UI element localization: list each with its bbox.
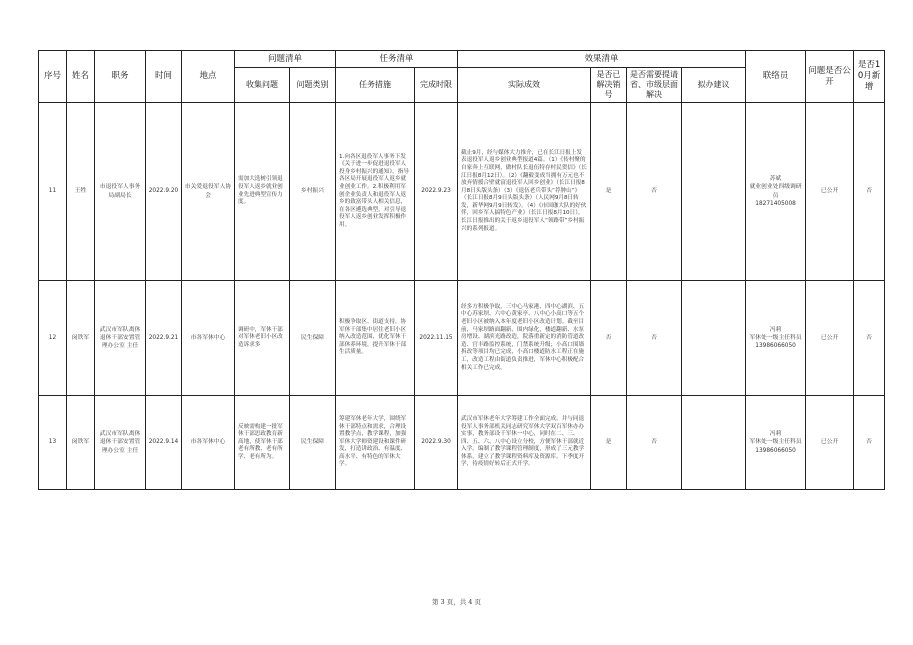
task-table xyxy=(38,50,885,490)
page-footer: 第 3 页，共 4 页 xyxy=(431,598,482,606)
cell-position: 市退役军人事务局副局长 xyxy=(95,103,146,281)
col-task-measure: 任务措施 xyxy=(336,68,415,103)
cell-result: 截止9月，经与媒体大力推介，已在长江日报上发表退役军人返乡创业典型报道4篇。（1）《传村聚的自家奔上互联网，做村队长退伍特存村民贺信》（长江日报8月12日）。（2）《翻毅变成当拥有万元也不放弃情援合壁就富退役军人回乡创业》（长江日报8月8日头版头条）（3）《退伍老兵带头“荐肿山”》（长江日报8月9日头版头条）（人民网9月8日转发，新华网9月9日转发）。（4）《市国珈大队的好伙伴，回乡军人搞特色产业》（长江日报8月10日），长江日报推出的关于返乡退役军人“领路带”乡村振兴的系列报道。 xyxy=(458,103,591,281)
cell-suggestion xyxy=(682,396,746,490)
cell-result: 武汉市军休老年大学筹建工作全面完成。并与同退役军人事务部机关同志研究军休大学双百军休办办实事，教务部设千军休一中心，同时在二、三、四、五、六、八中心设立分校，方便军休干部就近入学。编制了教学课程管理制度，形成了三元教学体系，建立了教学课程资料库及资源库。下季度开学，待疫情好转后正式开学。 xyxy=(458,396,591,490)
cell-contact: 冯莉 军休处一级主任科员 13986066050 xyxy=(746,281,806,396)
col-suggestion: 拟办建议 xyxy=(682,68,746,103)
cell-type: 民生保障 xyxy=(290,396,336,490)
cell-type: 民生保障 xyxy=(290,281,336,396)
cell-contact: 苏斌 就业创业处四级调研员 18271405008 xyxy=(746,103,806,281)
cell-position: 武汉市军队离休退休干部安置管理办公室 主任 xyxy=(95,281,146,396)
cell-suggestion xyxy=(682,281,746,396)
cell-need-higher: 否 xyxy=(627,396,682,490)
cell-measure: 积极争取区、街道支持，协军休干部集中居住老旧小区纳入改造范围，优化军休干部休养环境，提升军休干部生活质量。 xyxy=(336,281,415,396)
cell-name: 闵铁军 xyxy=(67,281,95,396)
group-effect-list: 效果清单 xyxy=(458,51,746,68)
table-row xyxy=(39,281,885,396)
cell-resolved: 否 xyxy=(591,281,627,396)
cell-public: 已公开 xyxy=(806,103,854,281)
cell-need-higher: 否 xyxy=(627,281,682,396)
col-contact: 联络员 xyxy=(746,51,806,103)
group-task-list: 任务清单 xyxy=(336,51,458,68)
cell-issue: 反映需构建一批军休干部思政教育新高地，使军休干部老有所教、老有所学、老有所为。 xyxy=(235,396,290,490)
col-collected-issue: 收集问题 xyxy=(235,68,290,103)
cell-deadline: 2022.9.23 xyxy=(415,103,458,281)
cell-deadline: 2022.11.15 xyxy=(415,281,458,396)
col-time: 时间 xyxy=(146,51,182,103)
cell-new-oct: 否 xyxy=(854,396,885,490)
table-row xyxy=(39,396,885,490)
cell-new-oct: 否 xyxy=(854,103,885,281)
col-need-higher: 是否需要提请省、市级层面解决 xyxy=(627,68,682,103)
cell-place: 市关爱退役军人协会 xyxy=(182,103,235,281)
col-resolved: 是否已解决销号 xyxy=(591,68,627,103)
cell-place: 市各军休中心 xyxy=(182,396,235,490)
col-position: 职务 xyxy=(95,51,146,103)
cell-issue: 需加大选树引领退役军人返乡就业创业先进典型宣传力度。 xyxy=(235,103,290,281)
cell-public: 已公开 xyxy=(806,281,854,396)
cell-contact: 冯莉 军休处一级主任科员 13986066050 xyxy=(746,396,806,490)
col-public: 问题是否公开 xyxy=(806,51,854,103)
cell-seq: 11 xyxy=(39,103,67,281)
cell-issue: 调研中，军休干部对军休老旧小区改造诉求多 xyxy=(235,281,290,396)
cell-resolved: 是 xyxy=(591,103,627,281)
cell-public: 已公开 xyxy=(806,396,854,490)
cell-name: 王牲 xyxy=(67,103,95,281)
cell-type: 乡村振兴 xyxy=(290,103,336,281)
cell-seq: 12 xyxy=(39,281,67,396)
cell-measure: 筹建军休老年大学，围绕军休干部特点和需求，合理设置教学点，教学课程，加强军休大学师资建设和课件研发，打造讲政治、有温度、高水平、有特色的军休大学。 xyxy=(336,396,415,490)
col-seq: 序号 xyxy=(39,51,67,103)
cell-measure: 1.向各区退役军人事务下发《关于进一步促进退役军人投身乡村振兴的通知》，指导各区局开展退役军人返乡就业创业工作。2.积极利用军创企业负责人和退役军人返乡的致富带头人相关信息，在各区遴选典型，对引导退役军人返乡创业发挥积极作用。 xyxy=(336,103,415,281)
cell-deadline: 2022.9.30 xyxy=(415,396,458,490)
col-deadline: 完成时限 xyxy=(415,68,458,103)
cell-resolved: 是 xyxy=(591,396,627,490)
col-issue-type: 问题类别 xyxy=(290,68,336,103)
cell-result: 经多方积极争取，三中心马家港、四中心湖滨、五中心苏家坝、六中心黄家亭、八中心小高口等五个老旧小区被纳入本年度老旧小区改造计划。截至目前，马家坝路面翻新、围内绿化，楼道翻新、水泵房增设、湖滨光路改造，院落重新定的消防管道改造、官丰路监控系统，门禁系统升级；小高口围墙拆改等项目均已完成，小高口楼道防水工程正在施工，改造工程由街道负责推进，军休中心积极配合相关工作已完成。 xyxy=(458,281,591,396)
col-new-oct: 是否10月新增 xyxy=(854,51,885,103)
group-issue-list: 问题清单 xyxy=(235,51,336,68)
col-place: 地点 xyxy=(182,51,235,103)
cell-suggestion xyxy=(682,103,746,281)
cell-time: 2022.9.14 xyxy=(146,396,182,490)
cell-position: 武汉市军队离休退休干部安置管理办公室 主任 xyxy=(95,396,146,490)
cell-time: 2022.9.20 xyxy=(146,103,182,281)
cell-time: 2022.9.21 xyxy=(146,281,182,396)
col-actual-result: 实际成效 xyxy=(458,68,591,103)
cell-need-higher: 否 xyxy=(627,103,682,281)
col-name: 姓名 xyxy=(67,51,95,103)
cell-place: 市各军休中心 xyxy=(182,281,235,396)
cell-seq: 13 xyxy=(39,396,67,490)
cell-name: 闵铁军 xyxy=(67,396,95,490)
table-row xyxy=(39,103,885,281)
cell-new-oct: 否 xyxy=(854,281,885,396)
